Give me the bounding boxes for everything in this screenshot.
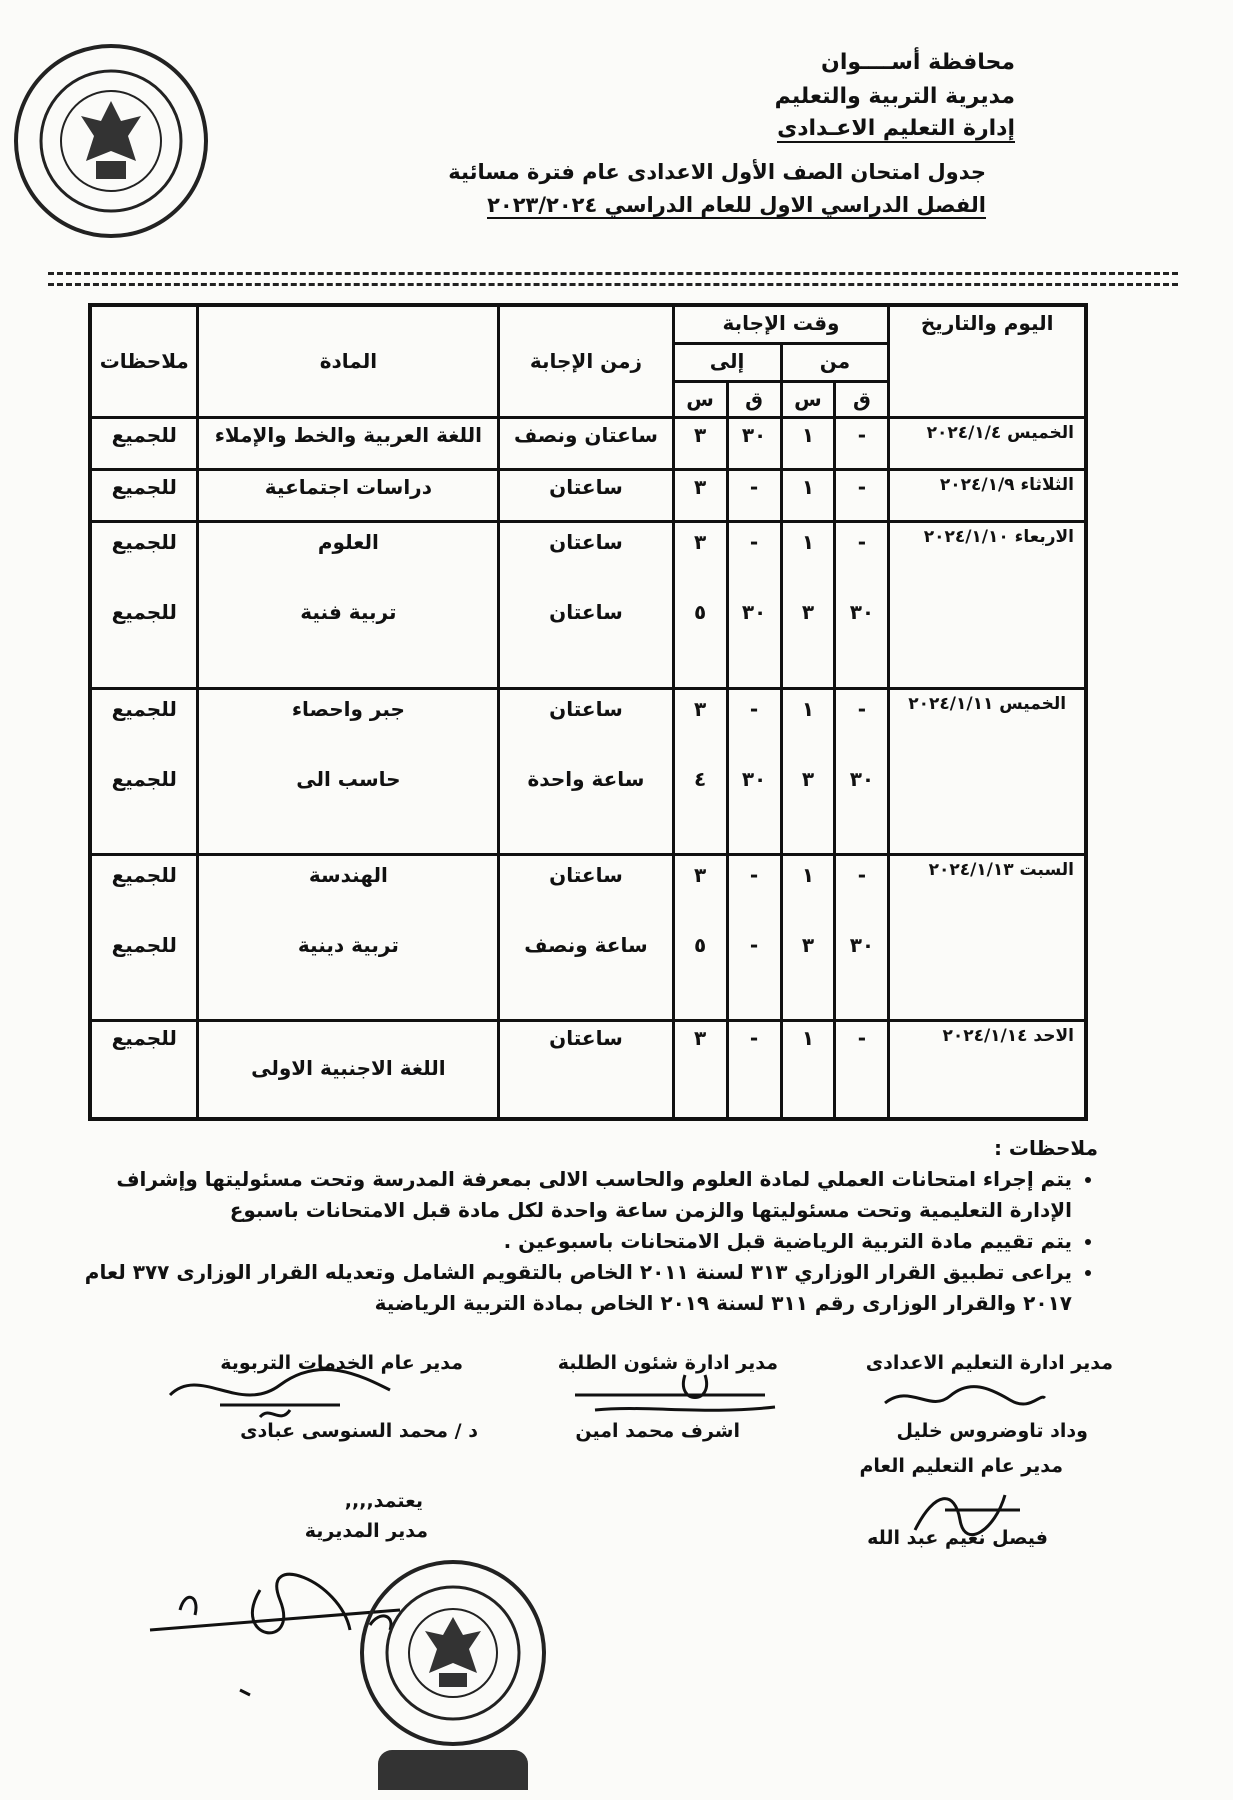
row-date: الثلاثاء ٢٠٢٤/١/٩ — [889, 469, 1086, 521]
student-affairs-title: مدير ادارة شئون الطلبة — [557, 1352, 778, 1374]
directorate-name: مديرية التربية والتعليم — [774, 84, 1015, 109]
cell-note: للجميع — [111, 933, 177, 957]
cell-note: للجميع — [90, 1021, 198, 1119]
ed-services-title: مدير عام الخدمات التربوية — [220, 1352, 463, 1374]
cell-to-minutes: - — [749, 933, 759, 957]
cell-duration: ساعة واحدة — [527, 766, 645, 791]
header-from: من — [781, 343, 889, 381]
cell-from-minutes: ٣٠ — [849, 766, 875, 791]
cell-from-hours: ١ — [781, 417, 835, 469]
cell-subject: اللغة العربية والخط والإملاء — [198, 417, 499, 469]
cell-from-hours: ٣ — [801, 600, 815, 625]
cell-subject: تربية فنية — [300, 600, 397, 625]
header-to: إلى — [673, 343, 781, 381]
cell-note: للجميع — [111, 696, 177, 721]
row-date: الخميس ٢٠٢٤/١/٤ — [889, 417, 1086, 469]
administration-name: إدارة التعليم الاعـدادى — [777, 116, 1015, 141]
cell-note: للجميع — [111, 530, 177, 555]
cell-duration: ساعتان — [549, 600, 623, 625]
cell-duration: ساعتان — [549, 696, 623, 721]
table-row — [90, 469, 1086, 521]
row-date: الخميس ٢٠٢٤/١/١١ — [889, 688, 1086, 854]
cell-subject: العلوم — [317, 530, 379, 555]
cell-to-minutes: - — [749, 530, 759, 555]
ed-services-signature-icon — [160, 1355, 400, 1425]
cell-duration: ساعتان — [499, 469, 673, 521]
eagle-stamp-icon — [383, 1583, 523, 1723]
cell-from-minutes: - — [857, 696, 867, 721]
header-subject: المادة — [198, 305, 499, 417]
cell-to-hours: ٣ — [673, 469, 727, 521]
cell-to-hours: ٤ — [693, 766, 707, 791]
cell-note: للجميع — [111, 600, 177, 625]
notes-section — [78, 1133, 1098, 1319]
exam-schedule-table — [88, 303, 1088, 1121]
cell-to-minutes: - — [727, 1021, 781, 1119]
general-ed-title: مدير عام التعليم العام — [859, 1455, 1063, 1477]
cell-from-hours: ١ — [801, 863, 815, 887]
document-title: جدول امتحان الصف الأول الاعدادى عام فترة مسائية — [448, 160, 986, 184]
cell-note: للجميع — [111, 766, 177, 791]
cell-to-hours: ٣ — [673, 1021, 727, 1119]
prep-admin-signature-icon — [880, 1378, 1050, 1418]
header-day-date: اليوم والتاريخ — [889, 305, 1086, 417]
ed-services-name: د / محمد السنوسى عبادى — [240, 1420, 478, 1442]
cell-duration: ساعة ونصف — [524, 933, 648, 957]
cell-duration: ساعتان ونصف — [499, 417, 673, 469]
cell-duration: ساعتان — [549, 530, 623, 555]
notes-heading: ملاحظات : — [993, 1136, 1098, 1160]
student-affairs-signature-icon — [565, 1365, 785, 1425]
cell-to-hours: ٣ — [693, 863, 707, 887]
cell-from-minutes: - — [857, 530, 867, 555]
header-notes: ملاحظات — [90, 305, 198, 417]
cell-from-minutes: ٣٠ — [849, 933, 875, 957]
row-date: السبت ٢٠٢٤/١/١٣ — [889, 855, 1086, 1021]
header-to-hours: س — [673, 381, 727, 417]
cell-from-minutes: - — [835, 1021, 889, 1119]
cell-to-hours: ٣ — [693, 696, 707, 721]
header-duration: زمن الإجابة — [499, 305, 673, 417]
header-to-minutes: ق — [727, 381, 781, 417]
governorate-name: محافظة أســــوان — [821, 50, 1015, 75]
directorate-manager-title: مدير المديرية — [304, 1520, 428, 1542]
cell-note: للجميع — [90, 469, 198, 521]
cell-to-hours: ٣ — [673, 417, 727, 469]
cell-subject: اللغة الاجنبية الاولى — [198, 1021, 499, 1119]
cell-subject: حاسب الى — [296, 766, 401, 791]
header-from-hours: س — [781, 381, 835, 417]
general-ed-name: فيصل نعيم عبد الله — [867, 1527, 1048, 1549]
cell-to-minutes: - — [749, 863, 759, 887]
cell-from-minutes: - — [835, 469, 889, 521]
eagle-emblem-icon — [36, 66, 186, 216]
cell-subject: تربية دينية — [297, 933, 399, 957]
table-row — [90, 688, 1086, 854]
cell-to-minutes: ٣٠ — [727, 417, 781, 469]
header-from-minutes: ق — [835, 381, 889, 417]
cell-from-minutes: - — [857, 863, 867, 887]
cell-from-minutes: ٣٠ — [849, 600, 875, 625]
cell-subject: دراسات اجتماعية — [198, 469, 499, 521]
document-subtitle: الفصل الدراسي الاول للعام الدراسي ٢٠٢٣/٢٠٢٤ — [487, 193, 986, 217]
cell-from-hours: ٣ — [801, 933, 815, 957]
student-affairs-name: اشرف محمد امين — [575, 1420, 740, 1442]
note-item: • يراعى تطبيق القرار الوزاري ٣١٣ لسنة ٢٠١١ الخاص بالتقويم الشامل وتعديله القرار الوزارى ٣٧٧ لعام ٢٠١٧ والقرار الوزارى رقم ٣١١ لسنة ٢٠١٩ الخاص بمادة التربية الرياضية — [78, 1257, 1072, 1319]
table-row — [90, 522, 1086, 688]
row-date: الاربعاء ٢٠٢٤/١/١٠ — [889, 522, 1086, 688]
cell-note: للجميع — [90, 417, 198, 469]
cell-to-minutes: - — [727, 469, 781, 521]
cell-to-minutes: ٣٠ — [741, 766, 767, 791]
approval-label: يعتمد,,,, — [344, 1490, 423, 1512]
cell-from-hours: ١ — [781, 469, 835, 521]
cell-note: للجميع — [111, 863, 177, 887]
bottom-stamp — [378, 1750, 528, 1790]
cell-to-hours: ٣ — [693, 530, 707, 555]
cell-from-minutes: - — [835, 417, 889, 469]
cell-duration: ساعتان — [549, 863, 623, 887]
note-item: • يتم تقييم مادة التربية الرياضية قبل الامتحانات باسبوعين . — [78, 1226, 1072, 1257]
row-date: الاحد ٢٠٢٤/١/١٤ — [889, 1021, 1086, 1119]
directorate-logo-seal — [14, 44, 208, 238]
cell-subject: جبر واحصاء — [291, 696, 405, 721]
cell-to-hours: ٥ — [693, 933, 707, 957]
table-row — [90, 1021, 1086, 1119]
cell-to-minutes: - — [749, 696, 759, 721]
table-row — [90, 855, 1086, 1021]
cell-duration: ساعتان — [499, 1021, 673, 1119]
note-item: • يتم إجراء امتحانات العملي لمادة العلوم والحاسب الالى بمعرفة المدرسة وتحت مسئوليتها وإشراف الإدارة التعليمية وتحت مسئوليتها والزمن ساعة واحدة لكل مادة قبل الامتحانات باسبوع — [78, 1164, 1072, 1226]
table-row — [90, 417, 1086, 469]
prep-admin-name: وداد تاوضروس خليل — [896, 1420, 1088, 1442]
cell-from-hours: ١ — [781, 1021, 835, 1119]
cell-from-hours: ١ — [801, 530, 815, 555]
official-stamp-seal — [360, 1560, 546, 1746]
cell-from-hours: ٣ — [801, 766, 815, 791]
cell-subject: الهندسة — [308, 863, 388, 887]
cell-to-hours: ٥ — [693, 600, 707, 625]
prep-admin-title: مدير ادارة التعليم الاعدادى — [865, 1352, 1113, 1374]
header-separator — [48, 272, 1178, 286]
cell-to-minutes: ٣٠ — [741, 600, 767, 625]
cell-from-hours: ١ — [801, 696, 815, 721]
header-answer-time: وقت الإجابة — [673, 305, 889, 343]
